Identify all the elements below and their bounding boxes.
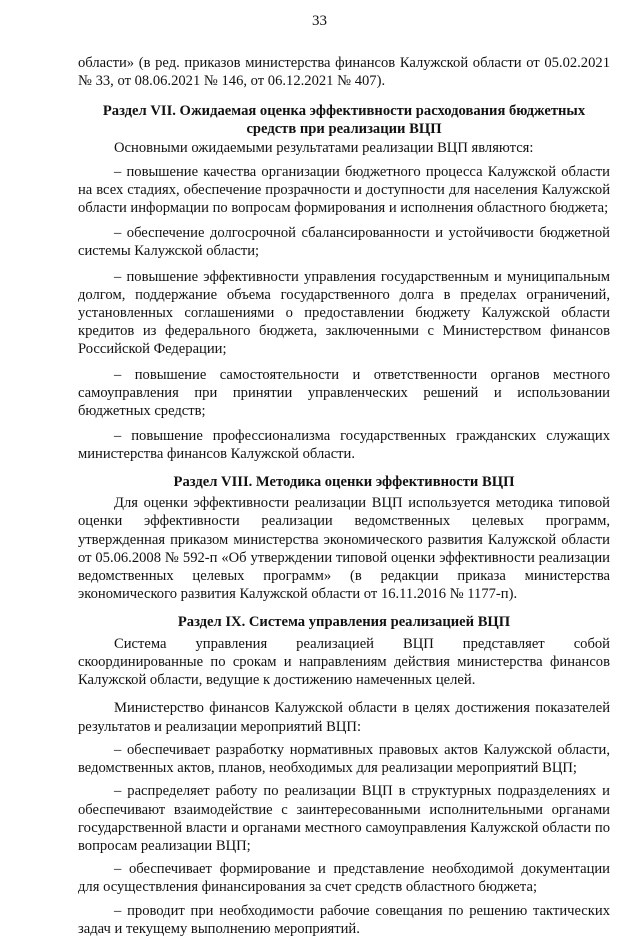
section-8-heading: Раздел VIII. Методика оценки эффективности ВЦП <box>173 473 515 490</box>
section-7-item-2: – обеспечение долгосрочной сбалансированности и устойчивости бюджетной системы Калужской области; <box>78 225 610 260</box>
section-9-heading: Раздел IX. Система управления реализацией ВЦП <box>177 614 511 631</box>
section-7-item-5: – повышение профессионализма государственных гражданских служащих министерства финансов Калужской области. <box>78 428 610 463</box>
section-9-item-3: – обеспечивает формирование и представление необходимой документации для осуществления финансирования за счет средств областного бюджета; <box>78 861 610 896</box>
section-8-paragraph: Для оценки эффективности реализации ВЦП используется методика типовой оценки эффективности реализации ведомственных целевых программ, утвержденная приказом министерства экономического развития Калужской области от 05.06.2008 № 592-п «Об утверждении типовой оценки эффективности реализации ведомственных целевых программ» (в редакции приказа министерства экономического развития Калужской области от 16.11.2016 № 1177-п). <box>78 495 610 603</box>
section-7-heading-line-2: средств при реализации ВЦП <box>246 120 442 137</box>
section-9-item-1: – обеспечивает разработку нормативных правовых актов Калужской области, ведомственных актов, планов, необходимых для реализации мероприятий ВЦП; <box>78 741 610 777</box>
document-body <box>78 54 610 938</box>
section-7-item-3: – повышение эффективности управления государственным и муниципальным долгом, поддержание объема государственного долга в пределах ограничений, установленных соглашениями о предоставлении бюджету Калужской области кредитов из федерального бюджета, заключенными с Министерством финансов Российской Федерации; <box>78 268 610 358</box>
section-7-heading-line-1: Раздел VII. Ожидаемая оценка эффективности расходования бюджетных <box>102 103 586 120</box>
section-9-paragraph-1: Система управления реализацией ВЦП представляет собой скоординированные по срокам и направлениям действия министерства финансов Калужской области, ведущие к достижению намеченных целей. <box>78 635 610 689</box>
intro-paragraph: области» (в ред. приказов министерства финансов Калужской области от 05.02.2021 № 33, от 08.06.2021 № 146, от 06.12.2021 № 407). <box>78 55 610 90</box>
section-7-item-1: – повышение качества организации бюджетного процесса Калужской области на всех стадиях, обеспечение прозрачности и доступности для населения Калужской области информации по вопросам формирования и исполнения областного бюджета; <box>78 163 610 217</box>
section-9-item-4: – проводит при необходимости рабочие совещания по решению тактических задач и текущему выполнению мероприятий. <box>78 902 610 937</box>
section-7-item-4: – повышение самостоятельности и ответственности органов местного самоуправления при принятии управленческих решений и использовании бюджетных средств; <box>78 366 610 420</box>
section-7-heading <box>78 103 610 138</box>
section-7-lead: Основными ожидаемыми результатами реализации ВЦП являются: <box>114 140 534 157</box>
section-9-item-2: – распределяет работу по реализации ВЦП в структурных подразделениях и обеспечивают взаимодействие с заинтересованными исполнительными органами государственной власти и органами местного самоуправления Калужской области по вопросам реализации ВЦП; <box>78 783 610 854</box>
section-9-paragraph-2: Министерство финансов Калужской области в целях достижения показателей результатов и реализации мероприятий ВЦП: <box>78 700 610 735</box>
page-number: 33 <box>312 13 327 29</box>
